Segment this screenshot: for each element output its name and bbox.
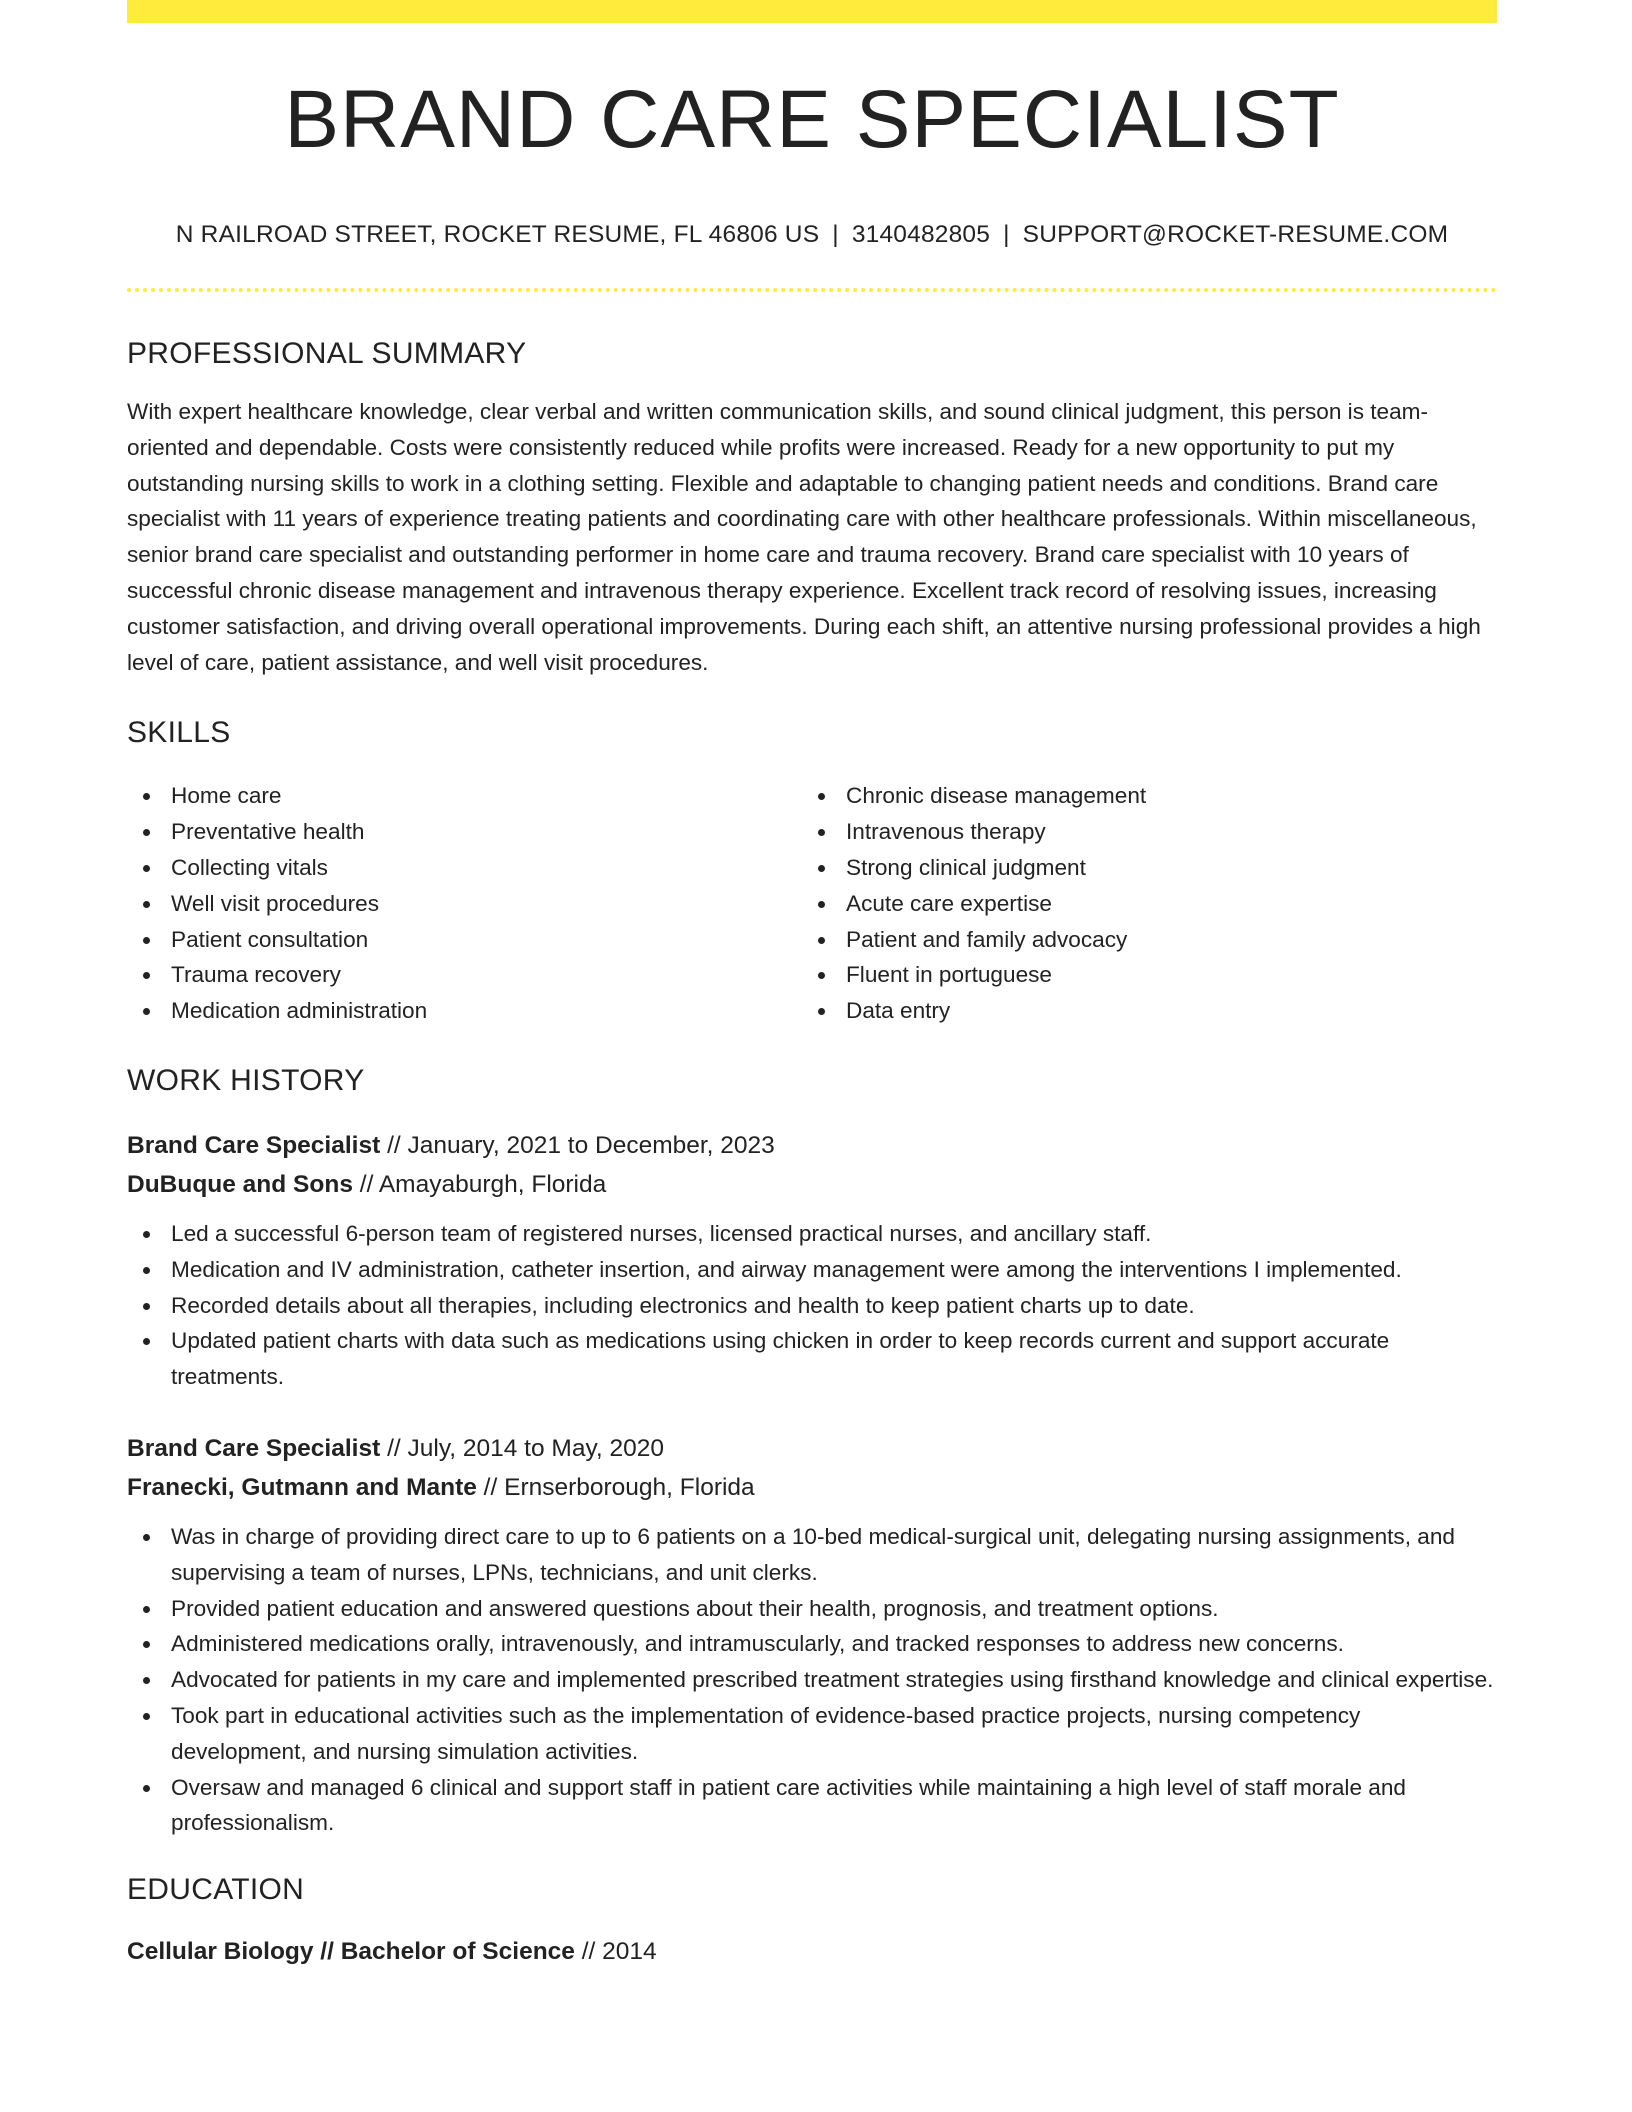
skill-item: Data entry (802, 993, 1477, 1029)
job-company: Franecki, Gutmann and Mante (127, 1473, 477, 1501)
job-role: Brand Care Specialist (127, 1434, 381, 1462)
job-bullet: Led a successful 6-person team of registered nurses, licensed practical nurses, and ancillary staff. (127, 1216, 1497, 1252)
contact-separator: | (832, 221, 839, 248)
job-company-line (127, 1468, 1497, 1507)
job-location: // Amayaburgh, Florida (352, 1170, 607, 1198)
job-bullet: Updated patient charts with data such as medications using chicken in order to keep records current and support accurate treatments. (127, 1323, 1497, 1395)
job-bullets (127, 1519, 1497, 1841)
education-entry (127, 1932, 1497, 1971)
skill-item: Strong clinical judgment (802, 850, 1477, 886)
job-bullet: Was in charge of providing direct care to up to 6 patients on a 10-bed medical-surgical unit, delegating nursing assignments, and supervising a team of nurses, LPNs, technicians, and unit clerks. (127, 1519, 1497, 1591)
skill-item: Intravenous therapy (802, 814, 1477, 850)
job-title-line (127, 1429, 1497, 1468)
accent-top-bar (127, 0, 1497, 23)
skills-column-right (802, 778, 1477, 1029)
job-bullet: Administered medications orally, intravenously, and intramuscularly, and tracked responses to address new concerns. (127, 1626, 1497, 1662)
job-bullet: Medication and IV administration, catheter insertion, and airway management were among the interventions I implemented. (127, 1252, 1497, 1288)
skill-item: Preventative health (127, 814, 802, 850)
education-heading: EDUCATION (127, 1873, 305, 1907)
job-title-line (127, 1126, 1497, 1165)
contact-line (127, 221, 1497, 249)
resume-name: BRAND CARE SPECIALIST (284, 74, 1340, 165)
skills-grid (127, 778, 1497, 1029)
job-role: Brand Care Specialist (127, 1131, 381, 1159)
skills-heading: SKILLS (127, 716, 231, 750)
job-dates: // January, 2021 to December, 2023 (380, 1131, 775, 1159)
job-location: // Ernserborough, Florida (476, 1473, 755, 1501)
summary-heading: PROFESSIONAL SUMMARY (127, 337, 527, 370)
skill-item: Well visit procedures (127, 886, 802, 922)
resume-page (127, 0, 1497, 1971)
job-bullet: Advocated for patients in my care and implemented prescribed treatment strategies using firsthand knowledge and clinical expertise. (127, 1662, 1497, 1698)
contact-address: N RAILROAD STREET, ROCKET RESUME, FL 46806 US (175, 221, 820, 248)
skill-item: Acute care expertise (802, 886, 1477, 922)
job-bullet: Provided patient education and answered questions about their health, prognosis, and treatment options. (127, 1591, 1497, 1627)
skill-item: Fluent in portuguese (802, 957, 1477, 993)
skills-column-left (127, 778, 802, 1029)
contact-separator: | (1003, 221, 1010, 248)
skill-item: Collecting vitals (127, 850, 802, 886)
job-bullet: Took part in educational activities such as the implementation of evidence-based practice projects, nursing competency development, and nursing simulation activities. (127, 1698, 1497, 1770)
skill-item: Home care (127, 778, 802, 814)
education-degree: Cellular Biology // Bachelor of Science (127, 1938, 575, 1966)
dotted-divider (127, 288, 1497, 292)
job-bullet: Recorded details about all therapies, including electronics and health to keep patient charts up to date. (127, 1288, 1497, 1324)
contact-email: SUPPORT@ROCKET-RESUME.COM (1022, 221, 1449, 248)
job-entry (127, 1429, 1497, 1841)
skill-item: Trauma recovery (127, 957, 802, 993)
job-entry (127, 1126, 1497, 1395)
work-history-heading: WORK HISTORY (127, 1063, 365, 1097)
job-company-line (127, 1165, 1497, 1204)
education-year: // 2014 (574, 1938, 657, 1966)
job-bullet: Oversaw and managed 6 clinical and support staff in patient care activities while maintaining a high level of staff morale and professionalism. (127, 1770, 1497, 1842)
summary-text: With expert healthcare knowledge, clear verbal and written communication skills, and sound clinical judgment, this person is team-oriented and dependable. Costs were consistently reduced while profits were increased. Ready for a new opportunity to put my outstanding nursing skills to work in a clothing setting. Flexible and adaptable to changing patient needs and conditions. Brand care specialist with 11 years of experience treating patients and coordinating care with other healthcare professionals. Within miscellaneous, senior brand care specialist and outstanding performer in home care and trauma recovery. Brand care specialist with 10 years of successful chronic disease management and intravenous therapy experience. Excellent track record of resolving issues, increasing customer satisfaction, and driving overall operational improvements. During each shift, an attentive nursing professional provides a high level of care, patient assistance, and well visit procedures. (127, 399, 1481, 675)
skill-item: Medication administration (127, 993, 802, 1029)
skill-item: Patient consultation (127, 922, 802, 958)
job-dates: // July, 2014 to May, 2020 (380, 1434, 665, 1462)
job-bullets (127, 1216, 1497, 1395)
job-company: DuBuque and Sons (127, 1170, 353, 1198)
skill-item: Chronic disease management (802, 778, 1477, 814)
contact-phone: 3140482805 (851, 221, 991, 248)
skill-item: Patient and family advocacy (802, 922, 1477, 958)
